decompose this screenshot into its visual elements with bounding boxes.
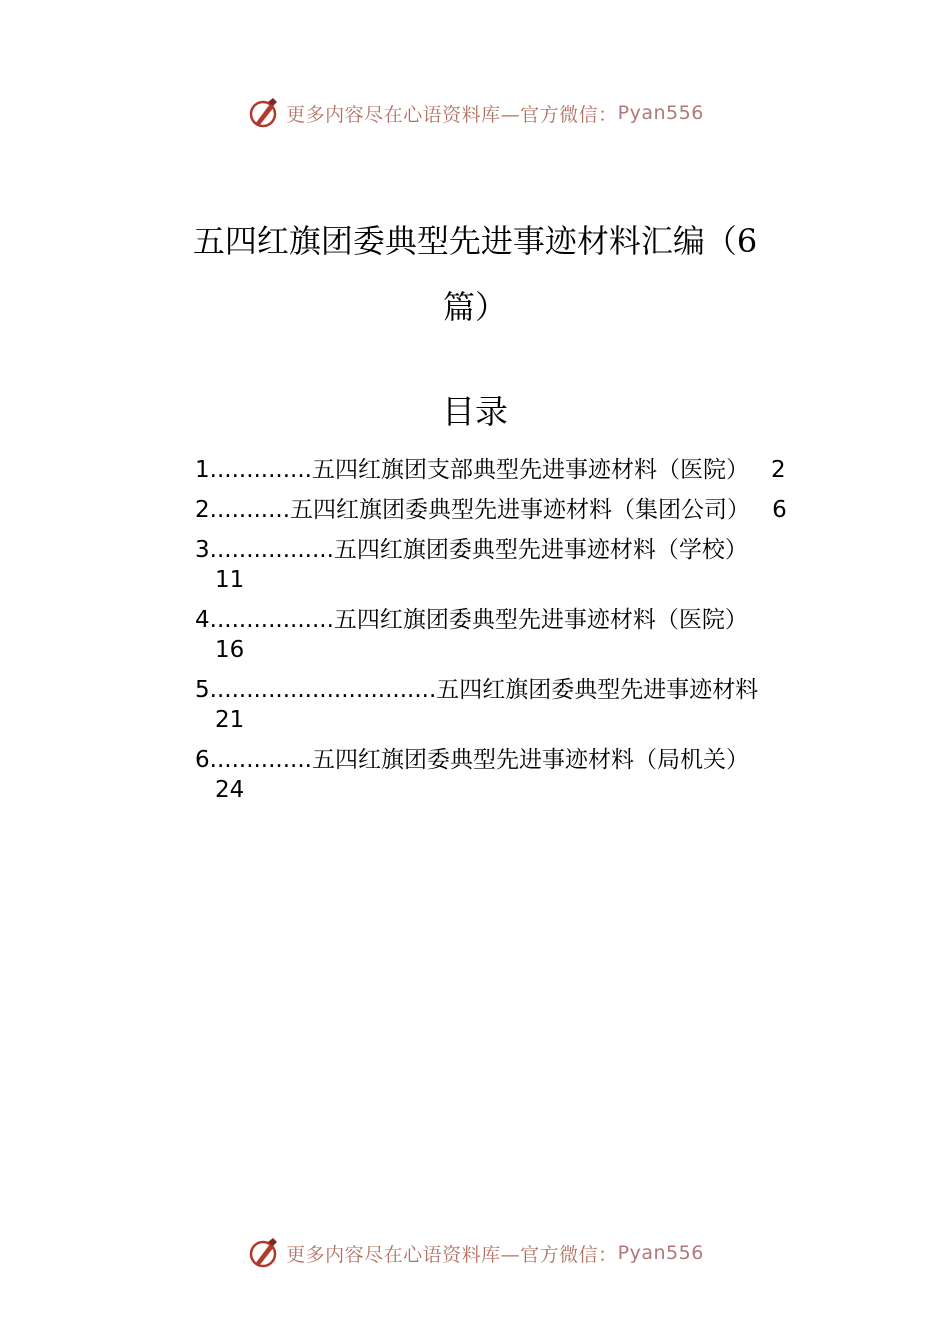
document-title: [165, 208, 785, 340]
toc-item-page[interactable]: 11: [215, 567, 245, 593]
document-title-line-2: 篇）: [442, 288, 507, 326]
toc-item[interactable]: [195, 675, 840, 735]
watermark-footer: [0, 1233, 950, 1273]
toc-item-page[interactable]: 2: [771, 457, 786, 483]
toc-item-label[interactable]: 2...........五四红旗团委典型先进事迹材料（集团公司）: [195, 497, 751, 523]
watermark-wechat-id: Pyan556: [617, 102, 704, 124]
pen-circle-logo-icon: [246, 96, 280, 130]
toc-item[interactable]: [195, 535, 840, 595]
watermark-header: [0, 93, 950, 133]
toc-item[interactable]: [195, 605, 840, 665]
document-title-line-1: 五四红旗团委典型先进事迹材料汇编（6: [192, 222, 758, 260]
toc-item[interactable]: [195, 745, 840, 805]
toc-item-page[interactable]: 24: [215, 777, 245, 803]
watermark-text: 更多内容尽在心语资料库—官方微信：: [286, 103, 618, 126]
pen-circle-logo-icon: [246, 1236, 280, 1270]
toc-item-label[interactable]: 3.................五四红旗团委典型先进事迹材料（学校）: [195, 537, 748, 563]
watermark-text: 更多内容尽在心语资料库—官方微信：: [286, 1243, 618, 1266]
toc-item-label[interactable]: 1..............五四红旗团支部典型先进事迹材料（医院）: [195, 457, 749, 483]
watermark-wechat-id: Pyan556: [617, 1242, 704, 1264]
toc-item[interactable]: [195, 495, 840, 525]
toc-item-page[interactable]: 6: [772, 497, 787, 523]
toc-item-page[interactable]: 21: [215, 707, 245, 733]
toc-item[interactable]: [195, 455, 840, 485]
table-of-contents: [195, 455, 840, 815]
toc-item-label[interactable]: 4.................五四红旗团委典型先进事迹材料（医院）: [195, 607, 748, 633]
toc-item-label[interactable]: 6..............五四红旗团委典型先进事迹材料（局机关）: [195, 747, 749, 773]
toc-item-label[interactable]: 5...............................五四红旗团委典型先进事迹材料: [195, 677, 759, 703]
toc-item-page[interactable]: 16: [215, 637, 245, 663]
toc-heading: 目录: [442, 392, 508, 431]
